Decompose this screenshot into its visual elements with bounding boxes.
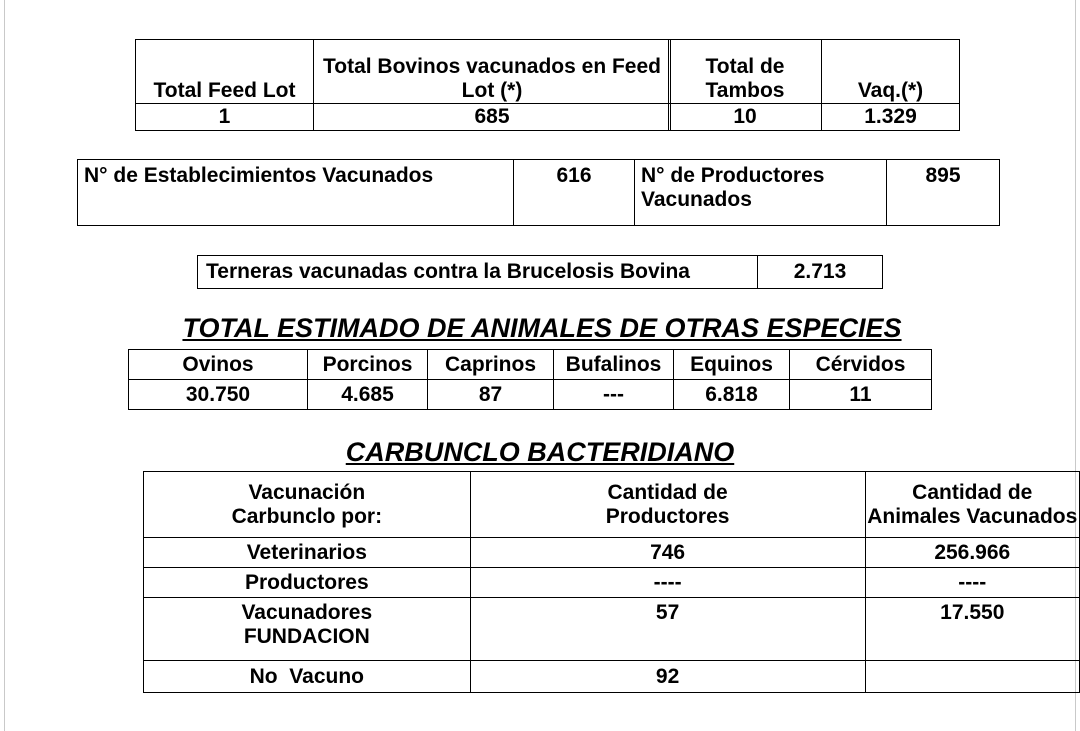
establecimientos-table xyxy=(77,159,1000,226)
tambos-table xyxy=(668,39,960,131)
carbunclo-title: CARBUNCLO BACTERIDIANO xyxy=(345,437,735,467)
carbunclo-cell: ---- xyxy=(470,568,865,598)
productores-vacunados-label: N° de Productores Vacunados xyxy=(635,160,887,226)
especie-value: 87 xyxy=(428,380,554,410)
carbunclo-cell: Productores xyxy=(144,568,471,598)
terneras-table xyxy=(197,255,883,289)
especie-header: Porcinos xyxy=(308,350,428,380)
bovinos-feed-lot-value: 685 xyxy=(314,104,671,131)
carbunclo-header-animales: Cantidad de Animales Vacunados xyxy=(865,472,1079,538)
carbunclo-header-productores: Cantidad de Productores xyxy=(470,472,865,538)
carbunclo-cell: 256.966 xyxy=(865,538,1079,568)
vaq-header: Vaq.(*) xyxy=(822,40,960,104)
productores-vacunados-value: 895 xyxy=(887,160,1000,226)
bovinos-feed-lot-header: Total Bovinos vacunados en Feed Lot (*) xyxy=(314,40,671,104)
total-feed-lot-value: 1 xyxy=(136,104,314,131)
carbunclo-cell: Vacunadores FUNDACION xyxy=(144,598,471,661)
table-row xyxy=(144,568,1080,598)
carbunclo-cell: 57 xyxy=(470,598,865,661)
especie-header: Equinos xyxy=(674,350,790,380)
total-tambos-header: Total de Tambos xyxy=(669,40,822,104)
carbunclo-cell: 746 xyxy=(470,538,865,568)
page-edge-left xyxy=(4,0,5,731)
carbunclo-cell: No Vacuno xyxy=(144,661,471,693)
table-row xyxy=(144,538,1080,568)
carbunclo-table xyxy=(143,471,1080,693)
carbunclo-cell: Veterinarios xyxy=(144,538,471,568)
table-row xyxy=(144,661,1080,693)
especie-value: --- xyxy=(554,380,674,410)
total-tambos-value: 10 xyxy=(669,104,822,131)
especie-value: 6.818 xyxy=(674,380,790,410)
carbunclo-cell: ---- xyxy=(865,568,1079,598)
table-row xyxy=(144,598,1080,661)
vaq-value: 1.329 xyxy=(822,104,960,131)
carbunclo-cell xyxy=(865,661,1079,693)
terneras-value: 2.713 xyxy=(758,256,883,289)
especie-value: 11 xyxy=(790,380,932,410)
otras-especies-table xyxy=(128,349,932,410)
especie-header: Ovinos xyxy=(129,350,308,380)
establecimientos-label: N° de Establecimientos Vacunados xyxy=(78,160,514,226)
especie-header: Cérvidos xyxy=(790,350,932,380)
carbunclo-cell: 92 xyxy=(470,661,865,693)
terneras-label: Terneras vacunadas contra la Brucelosis Bovina xyxy=(198,256,758,289)
carbunclo-cell: 17.550 xyxy=(865,598,1079,661)
total-feed-lot-header: Total Feed Lot xyxy=(136,40,314,104)
carbunclo-header-vacunacion: Vacunación Carbunclo por: xyxy=(144,472,471,538)
especie-value: 4.685 xyxy=(308,380,428,410)
establecimientos-value: 616 xyxy=(514,160,635,226)
especie-value: 30.750 xyxy=(129,380,308,410)
feedlot-table xyxy=(135,39,671,131)
especie-header: Bufalinos xyxy=(554,350,674,380)
otras-especies-title: TOTAL ESTIMADO DE ANIMALES DE OTRAS ESPECIES xyxy=(182,313,902,343)
especie-header: Caprinos xyxy=(428,350,554,380)
